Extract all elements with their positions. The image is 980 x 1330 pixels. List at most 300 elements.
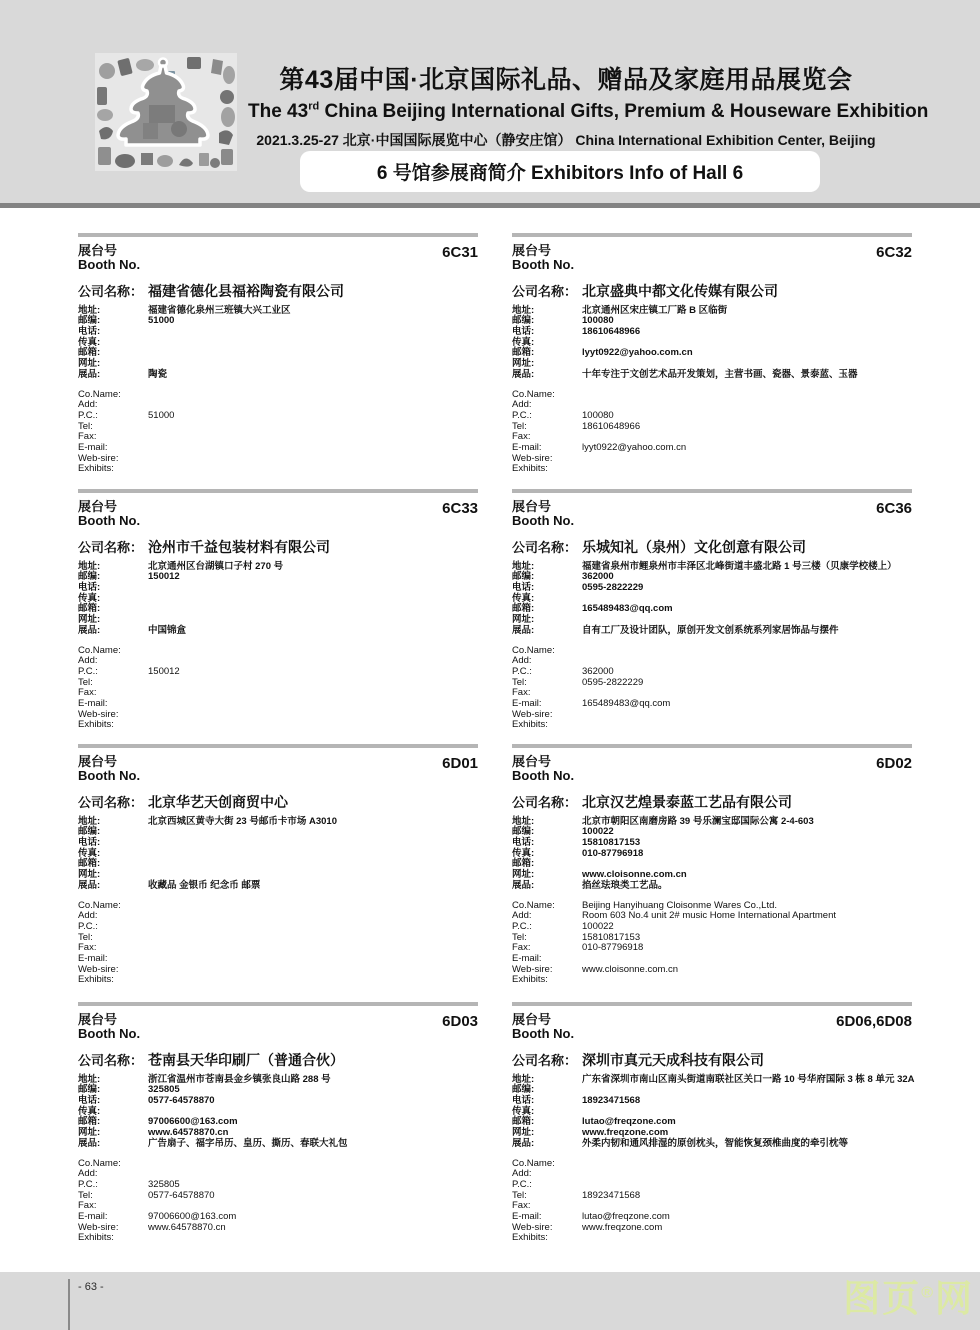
- field-row: [78, 411, 478, 422]
- hall-banner: 6 号馆参展商简介 Exhibitors Info of Hall 6: [300, 151, 820, 192]
- field-row: [512, 699, 912, 710]
- field-label: 电话:: [78, 326, 101, 337]
- field-row: [78, 443, 478, 454]
- field-row: [512, 1107, 912, 1118]
- entry-divider: [78, 1002, 478, 1006]
- field-row: [512, 348, 912, 359]
- field-row: [78, 327, 478, 338]
- field-row: [78, 615, 478, 626]
- field-value: 150012: [148, 665, 180, 677]
- field-value: 100022: [582, 826, 614, 838]
- field-label: Web-sire:: [512, 708, 553, 720]
- field-value: 18923471568: [582, 1189, 641, 1201]
- field-value: 陶瓷: [148, 368, 168, 380]
- fields-en: [512, 1159, 912, 1245]
- field-row: [512, 720, 912, 731]
- field-label: Fax:: [512, 431, 531, 443]
- field-label: 网址:: [512, 614, 535, 626]
- fields-en: [78, 390, 478, 476]
- field-label: Fax:: [512, 1200, 531, 1212]
- booth-label-en: Booth No.: [78, 768, 141, 784]
- field-label: Co.Name:: [78, 1157, 121, 1169]
- booth-label-cn: 展台号: [78, 754, 118, 769]
- booth-labels: [78, 244, 140, 273]
- field-value: 0577-64578870: [148, 1189, 215, 1201]
- company-row: [512, 537, 912, 557]
- field-row: [512, 646, 912, 657]
- field-value: 广告扇子、福字吊历、皇历、撕历、春联大礼包: [148, 1137, 348, 1149]
- field-row: [78, 720, 478, 731]
- field-label: Exhibits:: [512, 463, 548, 475]
- field-value: 0595-2822229: [582, 582, 644, 593]
- registered-mark-icon: ®: [921, 1284, 935, 1302]
- booth-labels: [512, 755, 574, 784]
- field-value: 51000: [148, 409, 175, 421]
- field-row: [78, 338, 478, 349]
- field-row: [512, 827, 912, 838]
- field-row: [78, 1169, 478, 1180]
- booth-header: [512, 244, 912, 273]
- field-label: 传真:: [512, 592, 535, 604]
- field-label: Add:: [78, 655, 98, 667]
- field-label: Add:: [512, 910, 532, 922]
- field-row: [512, 849, 912, 860]
- field-label: Co.Name:: [512, 388, 555, 400]
- field-row: [78, 817, 478, 828]
- field-label: P.C.:: [512, 665, 532, 677]
- entry-divider: [512, 233, 912, 237]
- booth-header: [78, 244, 478, 273]
- field-label: Web-sire:: [78, 963, 119, 975]
- booth-labels: [78, 500, 140, 529]
- field-label: 展品:: [512, 624, 535, 636]
- company-row: [78, 281, 478, 301]
- field-label: Web-sire:: [78, 708, 119, 720]
- field-value: 100080: [582, 409, 614, 421]
- field-row: [512, 975, 912, 986]
- field-row: [512, 306, 912, 317]
- field-row: [78, 881, 478, 892]
- field-label: 传真:: [78, 1105, 101, 1117]
- company-row: [512, 1050, 912, 1070]
- field-row: [78, 562, 478, 573]
- booth-labels: [512, 1013, 574, 1042]
- field-row: [78, 359, 478, 370]
- company-name: 深圳市真元天成科技有限公司: [582, 1051, 764, 1068]
- field-label: 地址:: [512, 560, 535, 572]
- field-label: Co.Name:: [512, 899, 555, 911]
- field-label: 邮编:: [512, 1084, 535, 1096]
- fields-cn: [78, 562, 478, 637]
- field-value: 北京通州区宋庄镇工厂路 B 区临街: [582, 304, 728, 316]
- field-row: [512, 454, 912, 465]
- field-row: [512, 1073, 915, 1086]
- field-label: 网址:: [78, 869, 101, 881]
- field-label: Tel:: [78, 931, 93, 943]
- field-value: Room 603 No.4 unit 2# music Home International Apartment: [582, 910, 836, 922]
- entry-divider: [512, 744, 912, 748]
- field-label: Add:: [78, 910, 98, 922]
- field-label: Fax:: [512, 942, 531, 954]
- field-row: [512, 572, 912, 583]
- field-row: [78, 1159, 478, 1170]
- field-value: 广东省深圳市南山区南头街道南联社区关口一路 10 号华府国际 3 栋 8 单元 32A: [582, 1073, 915, 1085]
- field-label: 传真:: [78, 336, 101, 348]
- field-row: [78, 859, 478, 870]
- field-row: [512, 338, 912, 349]
- exhibitor-entry-6C32: [512, 233, 912, 475]
- field-label: E-mail:: [512, 953, 542, 965]
- title-en-prefix: The 43: [248, 101, 309, 122]
- field-label: 展品:: [512, 368, 535, 380]
- field-label: 电话:: [512, 1095, 535, 1106]
- field-label: Exhibits:: [78, 463, 114, 475]
- title-en-rest: China Beijing International Gifts, Premium & Houseware Exhibition: [319, 101, 929, 122]
- field-label: Tel:: [512, 420, 527, 432]
- company-label: 公司名称：: [78, 539, 144, 555]
- field-row: [78, 965, 478, 976]
- field-row: [78, 604, 478, 615]
- field-label: 邮箱:: [78, 347, 101, 359]
- fields-cn: [512, 562, 912, 637]
- field-label: 地址:: [78, 560, 101, 572]
- field-row: [78, 688, 478, 699]
- field-label: 邮箱:: [78, 1116, 101, 1128]
- field-value: 福建省德化泉州三班镇大兴工业区: [148, 304, 291, 316]
- booth-label-cn: 展台号: [512, 754, 552, 769]
- company-name: 北京华艺天创商贸中心: [148, 793, 288, 810]
- company-row: [78, 792, 478, 812]
- field-label: 传真:: [78, 847, 101, 859]
- booth-number: 6C36: [876, 500, 912, 517]
- field-row: [512, 370, 912, 381]
- field-row: [78, 656, 478, 667]
- field-label: Add:: [512, 1168, 532, 1180]
- field-value: www.cloisonne.com.cn: [582, 963, 679, 975]
- booth-label-en: Booth No.: [512, 1026, 575, 1042]
- field-value: www.freqzone.com: [582, 1127, 669, 1139]
- booth-header: [78, 500, 478, 529]
- field-value: 自有工厂及设计团队，原创开发文创系统系列家居饰品与摆件: [582, 624, 839, 636]
- field-label: Fax:: [78, 1200, 97, 1212]
- field-row: [512, 422, 912, 433]
- field-label: Add:: [512, 655, 532, 667]
- field-label: Exhibits:: [512, 1232, 548, 1244]
- field-value: lyyt0922@yahoo.com.cn: [582, 442, 687, 454]
- field-label: 邮箱:: [512, 1116, 535, 1128]
- booth-labels: [512, 500, 574, 529]
- field-row: [78, 827, 478, 838]
- booth-label-cn: 展台号: [78, 243, 118, 258]
- field-label: 电话:: [78, 582, 101, 593]
- field-row: [512, 656, 912, 667]
- field-row: [512, 710, 912, 721]
- field-row: [78, 1201, 478, 1212]
- field-row: [512, 316, 912, 327]
- field-label: Co.Name:: [78, 899, 121, 911]
- company-label: 公司名称：: [512, 539, 578, 555]
- field-label: 展品:: [512, 879, 535, 891]
- company-row: [512, 792, 912, 812]
- field-label: Web-sire:: [78, 452, 119, 464]
- field-row: [78, 432, 478, 443]
- field-value: 010-87796918: [582, 942, 644, 954]
- field-row: [78, 911, 478, 922]
- fields-cn: [78, 1075, 478, 1150]
- field-row: [78, 1107, 478, 1118]
- field-label: Exhibits:: [78, 1232, 114, 1244]
- field-label: P.C.:: [512, 409, 532, 421]
- booth-label-cn: 展台号: [78, 1012, 118, 1027]
- field-value: 97006600@163.com: [148, 1211, 237, 1223]
- field-label: Co.Name:: [512, 644, 555, 656]
- field-value: 18923471568: [582, 1095, 641, 1106]
- exhibitor-entry-6D06,6D08: [512, 1002, 915, 1244]
- booth-header: [78, 1013, 478, 1042]
- field-row: [78, 454, 478, 465]
- field-row: [512, 870, 912, 881]
- exhibitor-entry-6C33: [78, 489, 478, 731]
- field-label: 邮编:: [78, 826, 101, 838]
- exhibitor-entry-6D02: [512, 744, 912, 986]
- field-label: Tel:: [78, 676, 93, 688]
- field-value: 外柔内韧和通风排湿的原创枕头，智能恢复颈椎曲度的牵引枕等: [582, 1137, 849, 1149]
- field-row: [78, 901, 478, 912]
- field-label: 邮编:: [78, 571, 101, 583]
- company-label: 公司名称：: [512, 1052, 578, 1068]
- field-label: Web-sire:: [512, 1221, 553, 1233]
- field-row: [512, 464, 912, 475]
- field-value: 18610648966: [582, 420, 641, 432]
- field-label: 邮编:: [78, 315, 101, 327]
- field-row: [512, 1096, 912, 1107]
- field-row: [512, 1169, 912, 1180]
- field-value: 福建省泉州市鲤泉州市丰泽区北峰街道丰盛北路 1 号三楼（贝康学校楼上）: [582, 560, 897, 572]
- field-label: 网址:: [78, 1127, 101, 1139]
- booth-label-cn: 展台号: [512, 243, 552, 258]
- field-label: E-mail:: [512, 698, 542, 710]
- booth-label-en: Booth No.: [512, 257, 575, 273]
- field-label: 电话:: [512, 582, 535, 593]
- fields-en: [78, 1159, 478, 1245]
- company-label: 公司名称：: [78, 794, 144, 810]
- exhibitor-entry-6D01: [78, 744, 478, 986]
- field-value: lutao@freqzone.com: [582, 1116, 676, 1128]
- field-value: 中国锦盒: [148, 624, 187, 636]
- field-row: [78, 710, 478, 721]
- exhibitor-entry-6C36: [512, 489, 912, 731]
- field-value: lutao@freqzone.com: [582, 1211, 670, 1223]
- field-row: [512, 1159, 912, 1170]
- field-label: 传真:: [512, 847, 535, 859]
- company-name: 北京汉艺煌景泰蓝工艺品有限公司: [582, 793, 792, 810]
- field-value: 100022: [582, 920, 614, 932]
- field-row: [512, 965, 912, 976]
- booth-number: 6C31: [442, 244, 478, 261]
- field-label: 地址:: [512, 1073, 535, 1085]
- field-label: 网址:: [78, 358, 101, 370]
- field-value: 150012: [148, 571, 180, 583]
- field-label: 地址:: [78, 304, 101, 316]
- entry-divider: [78, 233, 478, 237]
- field-row: [512, 1212, 912, 1223]
- field-value: 浙江省温州市苍南县金乡镇张良山路 288 号: [148, 1073, 331, 1085]
- field-row: [512, 817, 912, 828]
- field-label: 展品:: [78, 879, 101, 891]
- booth-label-cn: 展台号: [512, 1012, 552, 1027]
- field-label: 邮编:: [512, 571, 535, 583]
- field-row: [512, 1139, 912, 1150]
- field-label: Fax:: [78, 687, 97, 699]
- field-label: Add:: [512, 399, 532, 411]
- booth-number: 6C33: [442, 500, 478, 517]
- fields-en: [512, 390, 912, 476]
- booth-label-cn: 展台号: [512, 499, 552, 514]
- company-row: [78, 537, 478, 557]
- booth-number: 6D03: [442, 1013, 478, 1030]
- field-value: 北京西城区黄寺大街 23 号邮币卡市场 A3010: [148, 815, 337, 827]
- field-row: [512, 667, 912, 678]
- field-row: [78, 390, 478, 401]
- field-row: [78, 306, 478, 317]
- field-label: Exhibits:: [512, 974, 548, 986]
- field-label: P.C.:: [512, 1178, 532, 1190]
- field-row: [512, 327, 912, 338]
- field-label: P.C.:: [78, 665, 98, 677]
- field-row: [78, 933, 478, 944]
- field-value: 收藏品 金银币 纪念币 邮票: [148, 879, 261, 891]
- field-row: [512, 1180, 912, 1191]
- field-label: Co.Name:: [78, 644, 121, 656]
- field-value: 北京市朝阳区南磨房路 39 号乐澜宝邸国际公寓 2-4-603: [582, 815, 814, 827]
- field-label: Fax:: [78, 942, 97, 954]
- exhibitor-entry-6D03: [78, 1002, 478, 1244]
- field-row: [78, 572, 478, 583]
- field-row: [512, 943, 912, 954]
- fields-cn: [512, 306, 912, 381]
- fields-cn: [78, 817, 478, 892]
- field-label: 地址:: [78, 815, 101, 827]
- field-row: [512, 881, 912, 892]
- field-label: Tel:: [512, 676, 527, 688]
- field-label: Co.Name:: [78, 388, 121, 400]
- field-row: [78, 678, 478, 689]
- field-label: P.C.:: [78, 920, 98, 932]
- field-value: 0577-64578870: [148, 1095, 215, 1106]
- field-row: [512, 411, 912, 422]
- company-row: [78, 1050, 478, 1070]
- field-row: [78, 400, 478, 411]
- page-number: - 63 -: [78, 1281, 104, 1293]
- field-label: 展品:: [78, 624, 101, 636]
- field-row: [78, 316, 478, 327]
- field-row: [512, 688, 912, 699]
- field-label: 地址:: [78, 1073, 101, 1085]
- company-label: 公司名称：: [512, 283, 578, 299]
- field-row: [512, 1191, 912, 1202]
- field-label: Add:: [78, 399, 98, 411]
- field-value: 51000: [148, 315, 175, 327]
- field-row: [512, 604, 912, 615]
- field-label: E-mail:: [512, 1211, 542, 1223]
- field-value: 325805: [148, 1084, 180, 1096]
- field-row: [512, 594, 912, 605]
- field-row: [78, 370, 478, 381]
- booth-header: [512, 755, 912, 784]
- field-row: [78, 1139, 478, 1150]
- booth-labels: [78, 755, 140, 784]
- field-label: 邮箱:: [512, 347, 535, 359]
- field-label: E-mail:: [78, 1211, 108, 1223]
- field-label: Exhibits:: [78, 719, 114, 731]
- company-name: 苍南县天华印刷厂（普通合伙）: [148, 1051, 344, 1068]
- field-label: 邮编:: [512, 826, 535, 838]
- field-row: [78, 838, 478, 849]
- field-value: 15810817153: [582, 931, 641, 943]
- fields-en: [512, 646, 912, 732]
- watermark-logo: [843, 1268, 974, 1322]
- field-label: 电话:: [512, 837, 535, 848]
- booth-label-en: Booth No.: [78, 1026, 141, 1042]
- field-value: Beijing Hanyihuang Cloisonme Wares Co.,Ltd.: [582, 899, 778, 911]
- field-value: 0595-2822229: [582, 676, 644, 688]
- field-row: [512, 838, 912, 849]
- field-value: 15810817153: [582, 837, 641, 848]
- field-label: 邮编:: [78, 1084, 101, 1096]
- field-label: E-mail:: [78, 953, 108, 965]
- field-row: [512, 390, 912, 401]
- field-row: [512, 933, 912, 944]
- field-value: www.64578870.cn: [148, 1221, 226, 1233]
- booth-label-en: Booth No.: [78, 513, 141, 529]
- field-row: [78, 870, 478, 881]
- field-row: [512, 1223, 912, 1234]
- field-row: [78, 1212, 478, 1223]
- field-label: 网址:: [512, 869, 535, 881]
- fields-en: [78, 646, 478, 732]
- field-label: 地址:: [512, 815, 535, 827]
- fields-cn: [78, 306, 478, 381]
- field-row: [78, 1191, 478, 1202]
- field-label: Tel:: [78, 420, 93, 432]
- field-label: 网址:: [512, 1127, 535, 1139]
- field-label: 网址:: [78, 614, 101, 626]
- field-label: 邮箱:: [512, 858, 535, 870]
- field-row: [78, 1075, 478, 1086]
- field-label: 电话:: [512, 326, 535, 337]
- field-value: 325805: [148, 1178, 180, 1190]
- booth-label-en: Booth No.: [512, 768, 575, 784]
- field-label: 邮箱:: [78, 603, 101, 615]
- field-label: Web-sire:: [512, 963, 553, 975]
- field-row: [512, 443, 912, 454]
- field-value: 北京通州区台湖镇口子村 270 号: [148, 560, 284, 572]
- field-value: 362000: [582, 665, 614, 677]
- field-row: [512, 911, 912, 922]
- field-row: [512, 922, 912, 933]
- field-row: [78, 1117, 478, 1128]
- field-value: 十年专注于文创艺术品开发策划，主营书画、瓷器、景泰蓝、玉器: [582, 368, 858, 380]
- entry-divider: [78, 744, 478, 748]
- field-row: [512, 562, 912, 573]
- field-row: [78, 1096, 478, 1107]
- field-row: [78, 646, 478, 657]
- field-row: [78, 583, 478, 594]
- field-row: [512, 1201, 912, 1212]
- field-row: [78, 348, 478, 359]
- field-row: [78, 849, 478, 860]
- field-label: P.C.:: [78, 1178, 98, 1190]
